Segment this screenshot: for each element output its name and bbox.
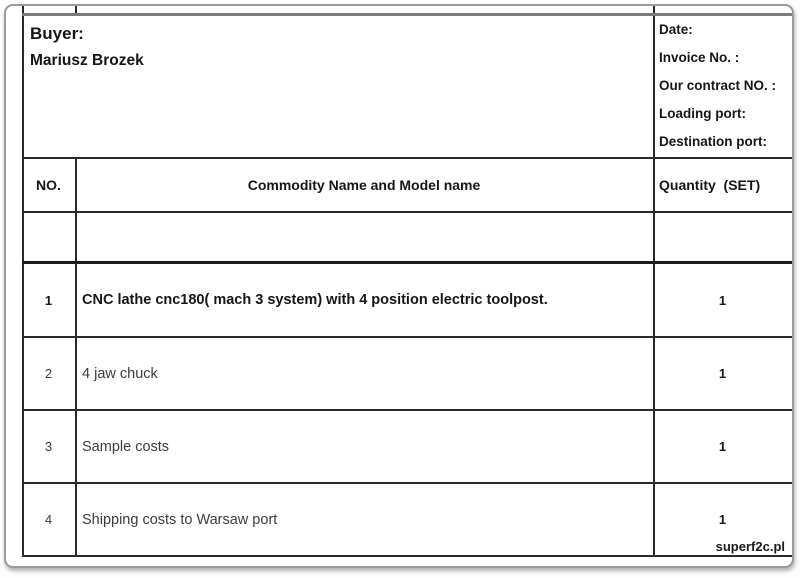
table-row <box>22 411 792 482</box>
header-quantity: Quantity (SET) <box>659 177 761 193</box>
invoice-no-label: Invoice No. : <box>659 49 740 65</box>
row-commodity: Sample costs <box>82 438 170 455</box>
shipment-meta-section <box>659 15 793 156</box>
row-number: 1 <box>44 292 53 308</box>
destination-port-label: Destination port: <box>659 134 767 150</box>
table-row <box>22 264 792 336</box>
date-label: Date: <box>659 21 693 37</box>
table-row <box>22 484 792 555</box>
buyer-label: Buyer: <box>30 24 84 43</box>
table-row <box>22 338 792 409</box>
invoice-document <box>4 4 794 568</box>
buyer-name: Mariusz Brozek <box>30 52 144 69</box>
contract-no-label: Our contract NO. : <box>659 77 777 93</box>
row-quantity: 1 <box>718 366 727 381</box>
row-quantity: 1 <box>718 292 727 308</box>
watermark-text: superf2c.pl <box>715 539 785 554</box>
row-quantity: 1 <box>718 512 727 527</box>
row-quantity: 1 <box>718 439 727 454</box>
row-commodity: 4 jaw chuck <box>82 365 158 382</box>
header-commodity: Commodity Name and Model name <box>247 177 481 193</box>
row-number: 3 <box>44 439 53 454</box>
loading-port-label: Loading port: <box>659 106 746 122</box>
row-number: 4 <box>44 512 53 527</box>
header-bottom-border <box>22 211 792 213</box>
row-number: 2 <box>44 366 53 381</box>
row-commodity: Shipping costs to Warsaw port <box>82 511 278 528</box>
header-no: NO. <box>36 177 61 193</box>
table-header-row <box>22 159 792 211</box>
table-bottom-border <box>22 555 792 557</box>
row-commodity: CNC lathe cnc180( mach 3 system) with 4 position electric toolpost. <box>82 292 548 308</box>
buyer-section <box>30 20 630 74</box>
